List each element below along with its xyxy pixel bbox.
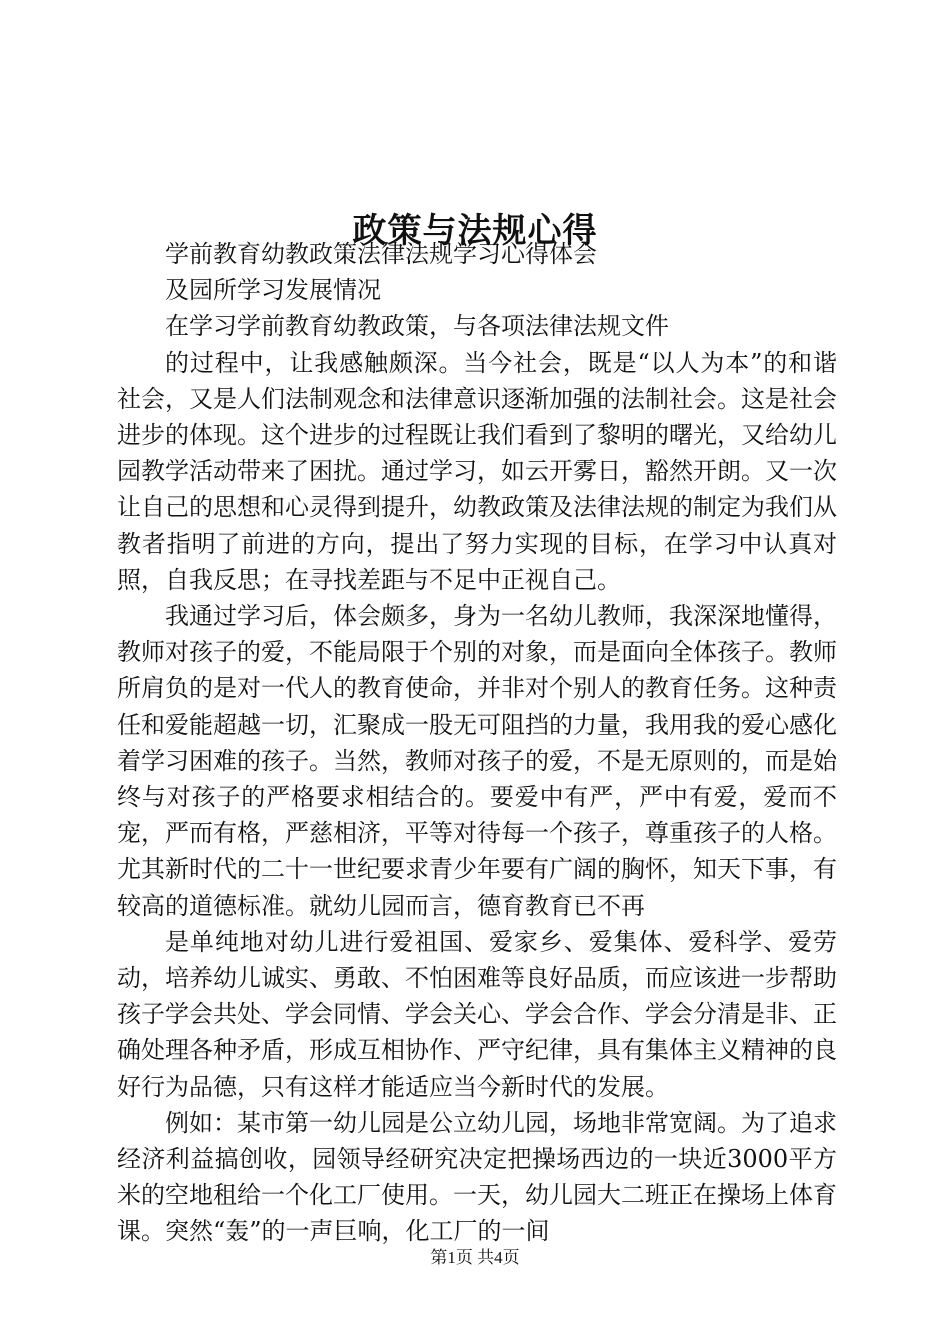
paragraph: 的过程中，让我感触颇深。当今社会，既是“以人为本”的和谐社会，又是人们法制观念和法律意识逐渐加强的法制社会。这是社会进步的体现。这个进步的过程既让我们看到了黎明的曙光，又给幼儿园教学活动带来了困扰。通过学习，如云开雾日，豁然开朗。又一次让自己的思想和心灵得到提升，幼教政策及法律法规的制定为我们从教者指明了前进的方向，提出了努力实现的目标，在学习中认真对照，自我反思；在寻找差距与不足中正视自己。 (117, 348, 837, 594)
paragraph: 及园所学习发展情况 (165, 276, 381, 305)
paragraph: 学前教育幼教政策法律法规学习心得体会 (165, 240, 597, 268)
paragraph: 例如：某市第一幼儿园是公立幼儿园，场地非常宽阔。为了追求经济利益搞创收，园领导经研究决定把操场西边的一块近3000平方米的空地租给一个化工厂使用。一天，幼儿园大二班正在操场上体育课。突然“轰”的一声巨响，化工厂的一间 (117, 1108, 837, 1246)
paragraph: 在学习学前教育幼教政策，与各项法律法规文件 (165, 312, 669, 341)
document-body (117, 236, 837, 1250)
paragraph: 我通过学习后，体会颇多，身为一名幼儿教师，我深深地懂得，教师对孩子的爱，不能局限于个别的对象，而是面向全体孩子。教师所肩负的是对一代人的教育使命，并非对个别人的教育任务。这种责任和爱能超越一切，汇聚成一股无可阻挡的力量，我用我的爱心感化着学习困难的孩子。当然，教师对孩子的爱，不是无原则的，而是始终与对孩子的严格要求相结合的。要爱中有严，严中有爱，爱而不宠，严而有格，严慈相济，平等对待每一个孩子，尊重孩子的人格。尤其新时代的二十一世纪要求青少年要有广阔的胸怀，知天下事，有较高的道德标准。就幼儿园而言，德育教育已不再 (117, 602, 837, 920)
paragraph: 是单纯地对幼儿进行爱祖国、爱家乡、爱集体、爱科学、爱劳动，培养幼儿诚实、勇敢、不怕困难等良好品质，而应该进一步帮助孩子学会共处、学会同情、学会关心、学会合作、学会分清是非、正确处理各种矛盾，形成互相协作、严守纪律，具有集体主义精神的良好行为品德，只有这样才能适应当今新时代的发展。 (117, 927, 837, 1101)
document-title: 政策与法规心得 (352, 210, 598, 251)
page-footer: 第1页 共4页 (430, 1248, 520, 1267)
